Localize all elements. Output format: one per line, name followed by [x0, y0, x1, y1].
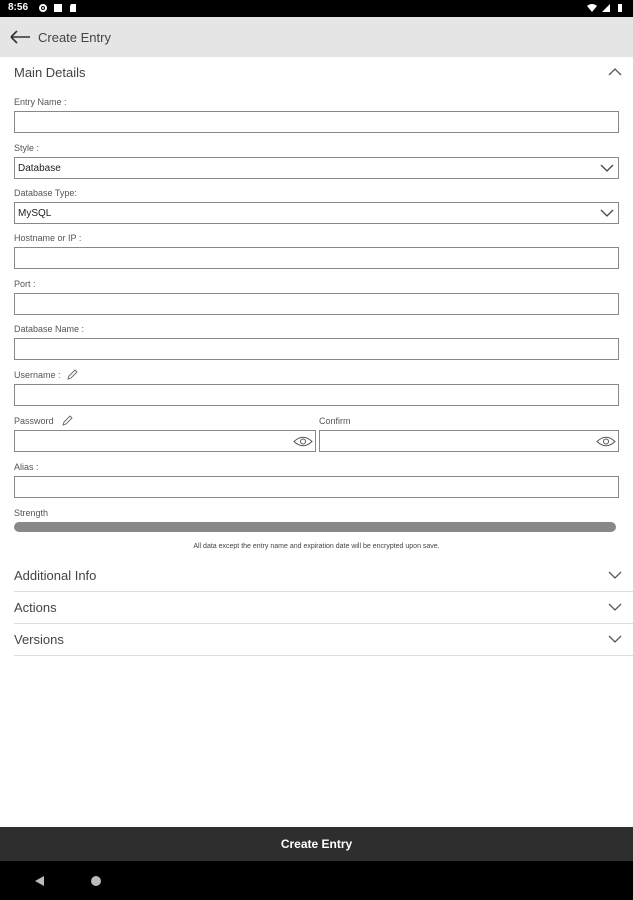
- chevron-down-icon: [607, 569, 623, 581]
- section-title: Additional Info: [14, 568, 97, 583]
- settings-icon: [38, 3, 48, 13]
- section-title: Versions: [14, 632, 64, 647]
- battery-icon: [615, 3, 625, 13]
- wifi-icon: [587, 3, 597, 13]
- notification-square-icon: [53, 3, 63, 13]
- database-type-value: MySQL: [18, 208, 52, 219]
- pencil-icon[interactable]: [62, 415, 73, 426]
- style-value: Database: [18, 163, 61, 174]
- entry-name-input[interactable]: [14, 111, 619, 133]
- section-main-details[interactable]: [0, 57, 633, 89]
- section-versions[interactable]: [0, 624, 633, 656]
- nav-back-icon[interactable]: [34, 875, 45, 887]
- password-label: Password: [14, 416, 54, 426]
- username-input[interactable]: [14, 384, 619, 406]
- password-field[interactable]: [14, 430, 316, 452]
- eye-icon[interactable]: [596, 435, 616, 448]
- signal-icon: [601, 3, 611, 13]
- strength-bar: [14, 522, 616, 532]
- alias-label: Alias :: [14, 462, 39, 472]
- alias-input[interactable]: [14, 476, 619, 498]
- style-label: Style :: [14, 143, 40, 153]
- hostname-label: Hostname or IP :: [14, 233, 82, 243]
- confirm-label: Confirm: [319, 416, 351, 426]
- port-label: Port :: [14, 279, 36, 289]
- eye-icon[interactable]: [293, 435, 313, 448]
- section-actions[interactable]: [0, 592, 633, 624]
- database-name-label: Database Name :: [14, 324, 85, 334]
- chevron-up-icon: [607, 66, 623, 78]
- encryption-notice: All data except the entry name and expiration date will be encrypted upon save.: [193, 543, 440, 550]
- sd-card-icon: [68, 3, 78, 13]
- create-entry-button[interactable]: Create Entry: [0, 827, 633, 861]
- chevron-down-icon: [607, 633, 623, 645]
- app-bar: [0, 17, 633, 57]
- nav-home-icon[interactable]: [91, 876, 101, 886]
- hostname-input[interactable]: [14, 247, 619, 269]
- back-arrow-icon[interactable]: [8, 27, 32, 47]
- section-title: Main Details: [14, 65, 86, 80]
- chevron-down-icon: [600, 208, 614, 218]
- username-label: Username :: [14, 370, 61, 380]
- style-select[interactable]: [14, 157, 619, 179]
- divider: [14, 655, 633, 656]
- database-name-input[interactable]: [14, 338, 619, 360]
- status-bar: [0, 0, 633, 17]
- pencil-icon[interactable]: [67, 369, 78, 380]
- confirm-field[interactable]: [319, 430, 619, 452]
- chevron-down-icon: [607, 601, 623, 613]
- chevron-down-icon: [600, 163, 614, 173]
- system-nav-bar: [0, 861, 633, 900]
- section-additional-info[interactable]: [0, 560, 633, 592]
- page-title: Create Entry: [38, 30, 111, 45]
- section-title: Actions: [14, 600, 57, 615]
- strength-label: Strength: [14, 508, 49, 518]
- database-type-label: Database Type:: [14, 188, 77, 198]
- entry-name-label: Entry Name :: [14, 97, 67, 107]
- port-input[interactable]: [14, 293, 619, 315]
- status-time: 8:56: [8, 2, 29, 13]
- database-type-select[interactable]: [14, 202, 619, 224]
